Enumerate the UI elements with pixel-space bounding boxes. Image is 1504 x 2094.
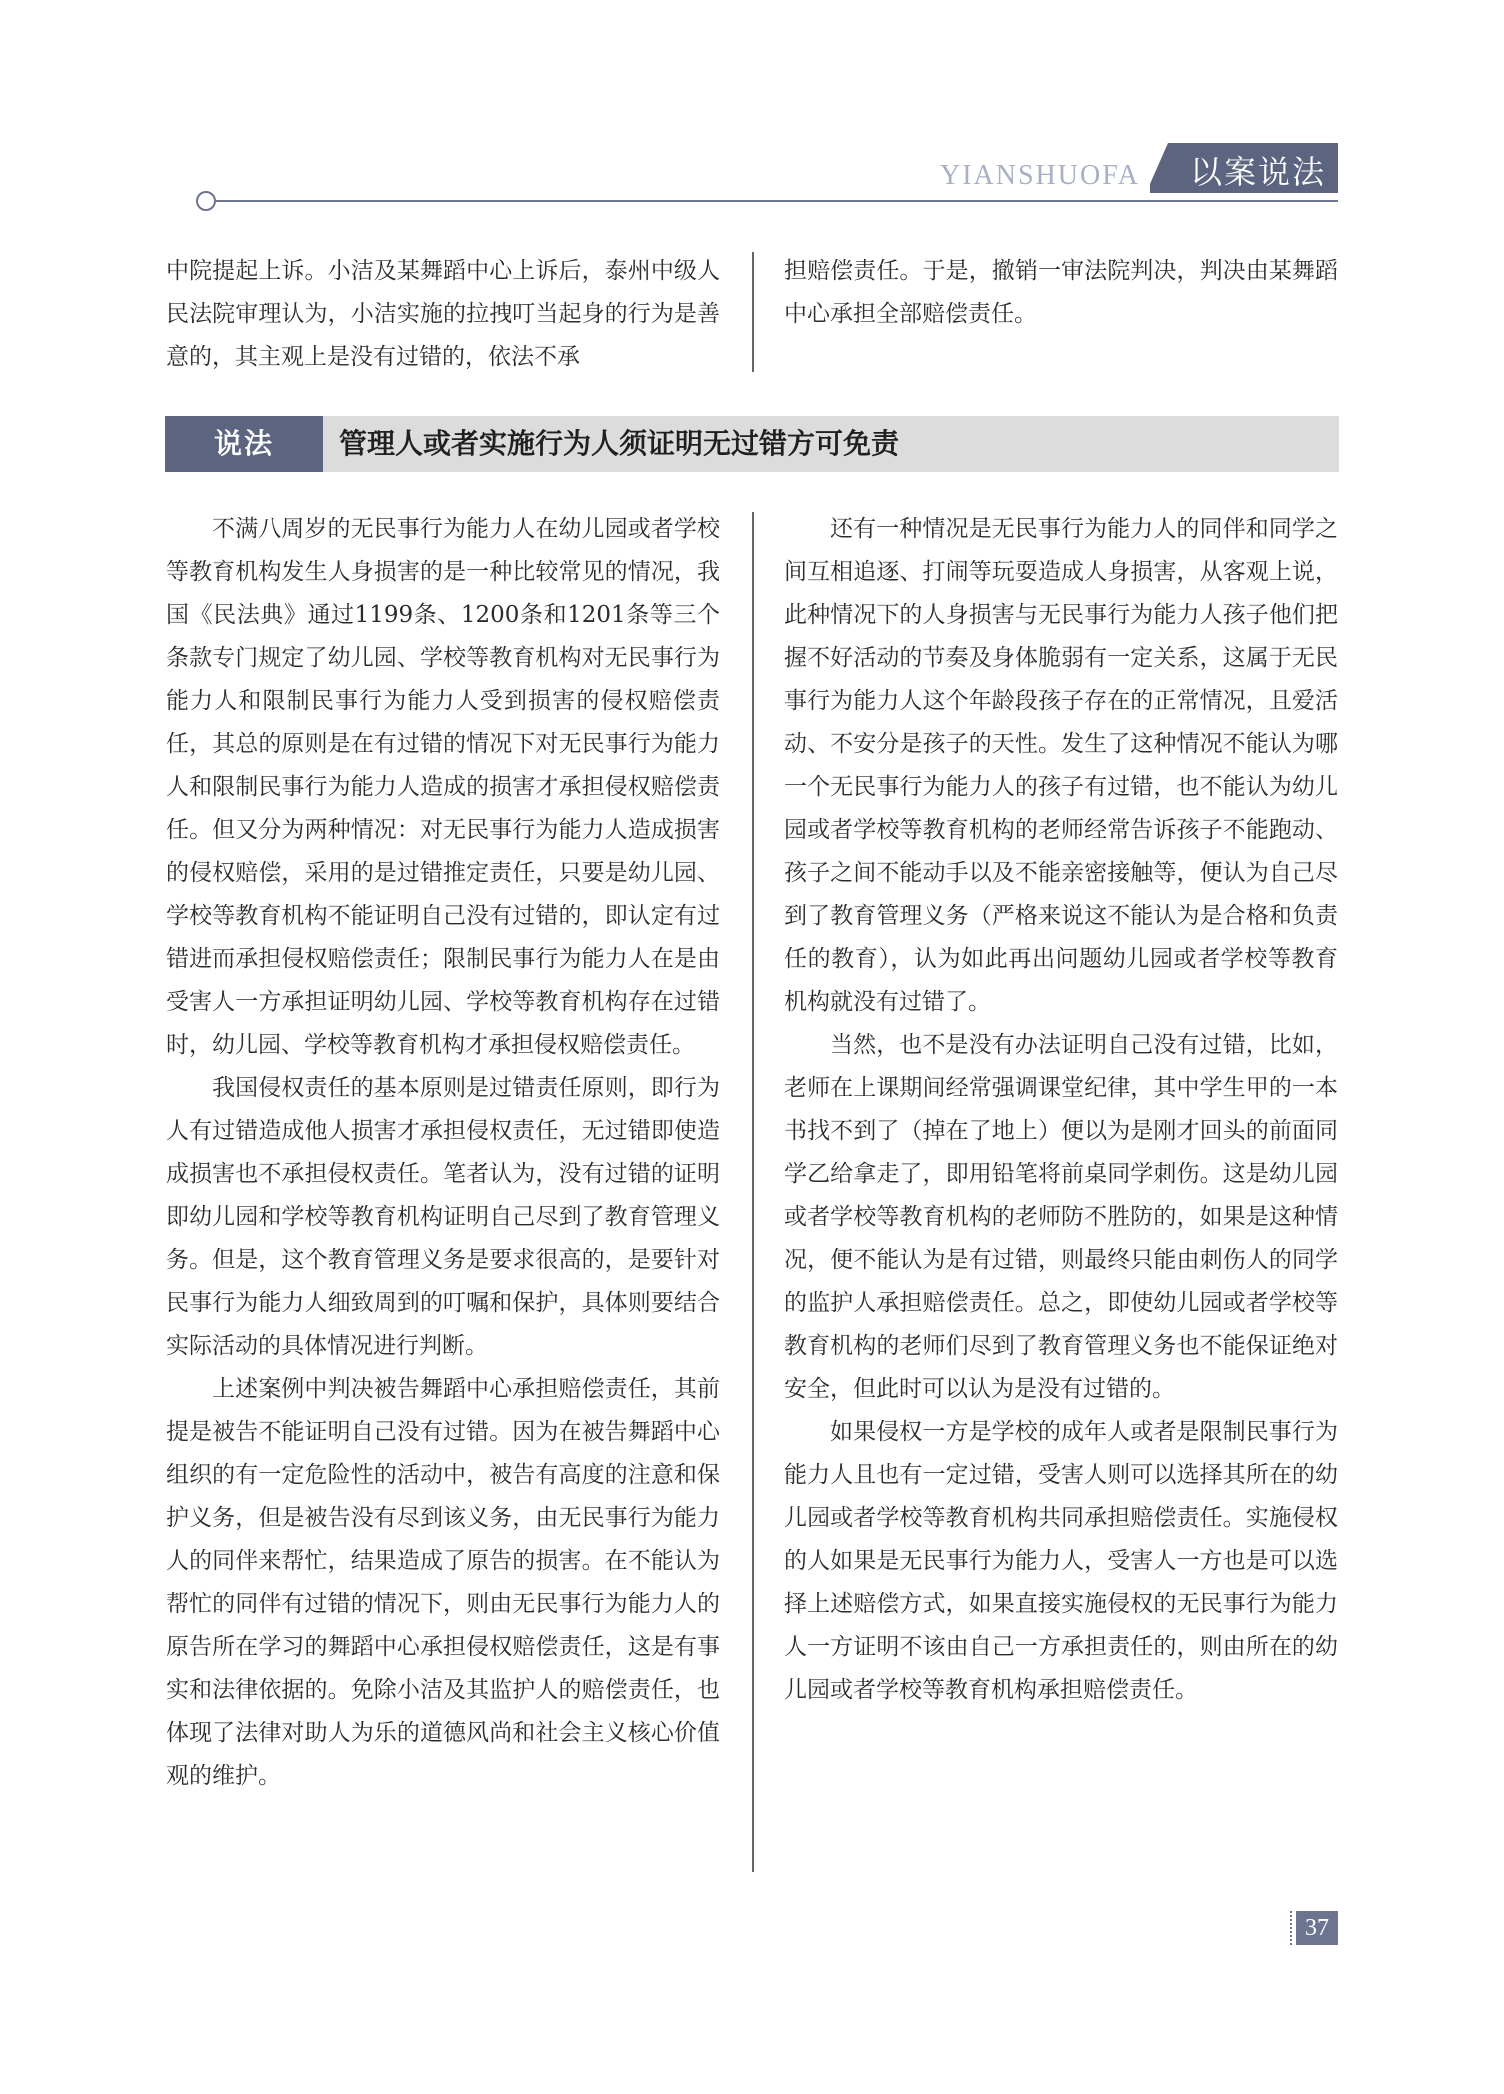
- right-paragraph-3: 如果侵权一方是学校的成年人或者是限制民事行为能力人且也有一定过错，受害人则可以选择其所在的幼儿园或者学校等教育机构共同承担赔偿责任。实施侵权的人如果是无民事行为能力人，受害人一方也是可以选择上述赔偿方式，如果直接实施侵权的无民事行为能力人一方证明不该由自己一方承担责任的，则由所在的幼儿园或者学校等教育机构承担赔偿责任。: [784, 1419, 1338, 1703]
- section-title: 管理人或者实施行为人须证明无过错方可免责: [339, 427, 900, 460]
- section-tag-label: 说法: [213, 427, 274, 460]
- top-left-column: [166, 250, 720, 379]
- header-rule: [212, 200, 1338, 202]
- left-paragraph-3: 上述案例中判决被告舞蹈中心承担赔偿责任，其前提是被告不能证明自己没有过错。因为在被告舞蹈中心组织的有一定危险性的活动中，被告有高度的注意和保护义务，但是被告没有尽到该义务，由无民事行为能力人的同伴来帮忙，结果造成了原告的损害。在不能认为帮忙的同伴有过错的情况下，则由无民事行为能力人的原告所在学习的舞蹈中心承担侵权赔偿责任，这是有事实和法律依据的。免除小洁及其监护人的赔偿责任，也体现了法律对助人为乐的道德风尚和社会主义核心价值观的维护。: [166, 1376, 720, 1789]
- top-column-divider: [752, 252, 754, 372]
- section-banner: [165, 416, 1339, 472]
- main-left-column: [166, 508, 720, 1798]
- right-paragraph-2: 当然，也不是没有办法证明自己没有过错，比如，老师在上课期间经常强调课堂纪律，其中学生甲的一本书找不到了（掉在了地上）便以为是刚才回头的前面同学乙给拿走了，即用铅笔将前桌同学刺伤。这是幼儿园或者学校等教育机构的老师防不胜防的，如果是这种情况，便不能认为是有过错，则最终只能由刺伤人的同学的监护人承担赔偿责任。总之，即使幼儿园或者学校等教育机构的老师们尽到了教育管理义务也不能保证绝对安全，但此时可以认为是没有过错的。: [784, 1032, 1338, 1402]
- header-circle-ornament: [196, 191, 216, 211]
- header-latin-title: YIANSHUOFA: [940, 160, 1140, 191]
- header-badge-notch: [1146, 143, 1168, 193]
- top-right-paragraph: 担赔偿责任。于是，撤销一审法院判决，判决由某舞蹈中心承担全部赔偿责任。: [784, 258, 1338, 327]
- top-right-column: [784, 250, 1338, 336]
- page-number: 37: [1296, 1911, 1338, 1945]
- main-right-column: [784, 508, 1338, 1712]
- main-column-divider: [752, 512, 754, 1872]
- top-left-paragraph: 中院提起上诉。小洁及某舞蹈中心上诉后，泰州中级人民法院审理认为，小洁实施的拉拽叮当起身的行为是善意的，其主观上是没有过错的，依法不承: [166, 258, 720, 370]
- page-number-dots: [1290, 1911, 1294, 1945]
- right-paragraph-1: 还有一种情况是无民事行为能力人的同伴和同学之间互相追逐、打闹等玩耍造成人身损害，从客观上说，此种情况下的人身损害与无民事行为能力人孩子他们把握不好活动的节奏及身体脆弱有一定关系，这属于无民事行为能力人这个年龄段孩子存在的正常情况，且爱活动、不安分是孩子的天性。发生了这种情况不能认为哪一个无民事行为能力人的孩子有过错，也不能认为幼儿园或者学校等教育机构的老师经常告诉孩子不能跑动、孩子之间不能动手以及不能亲密接触等，便认为自己尽到了教育管理义务（严格来说这不能认为是合格和负责任的教育），认为如此再出问题幼儿园或者学校等教育机构就没有过错了。: [784, 516, 1338, 1015]
- left-paragraph-1: 不满八周岁的无民事行为能力人在幼儿园或者学校等教育机构发生人身损害的是一种比较常见的情况，我国《民法典》通过1199条、1200条和1201条等三个条款专门规定了幼儿园、学校等教育机构对无民事行为能力人和限制民事行为能力人受到损害的侵权赔偿责任，其总的原则是在有过错的情况下对无民事行为能力人和限制民事行为能力人造成的损害才承担侵权赔偿责任。但又分为两种情况：对无民事行为能力人造成损害的侵权赔偿，采用的是过错推定责任，只要是幼儿园、学校等教育机构不能证明自己没有过错的，即认定有过错进而承担侵权赔偿责任；限制民事行为能力人在是由受害人一方承担证明幼儿园、学校等教育机构存在过错时，幼儿园、学校等教育机构才承担侵权赔偿责任。: [166, 516, 720, 1058]
- header-column-title: 以案说法: [1190, 153, 1327, 191]
- left-paragraph-2: 我国侵权责任的基本原则是过错责任原则，即行为人有过错造成他人损害才承担侵权责任，无过错即使造成损害也不承担侵权责任。笔者认为，没有过错的证明即幼儿园和学校等教育机构证明自己尽到了教育管理义务。但是，这个教育管理义务是要求很高的，是要针对民事行为能力人细致周到的叮嘱和保护，具体则要结合实际活动的具体情况进行判断。: [166, 1075, 720, 1359]
